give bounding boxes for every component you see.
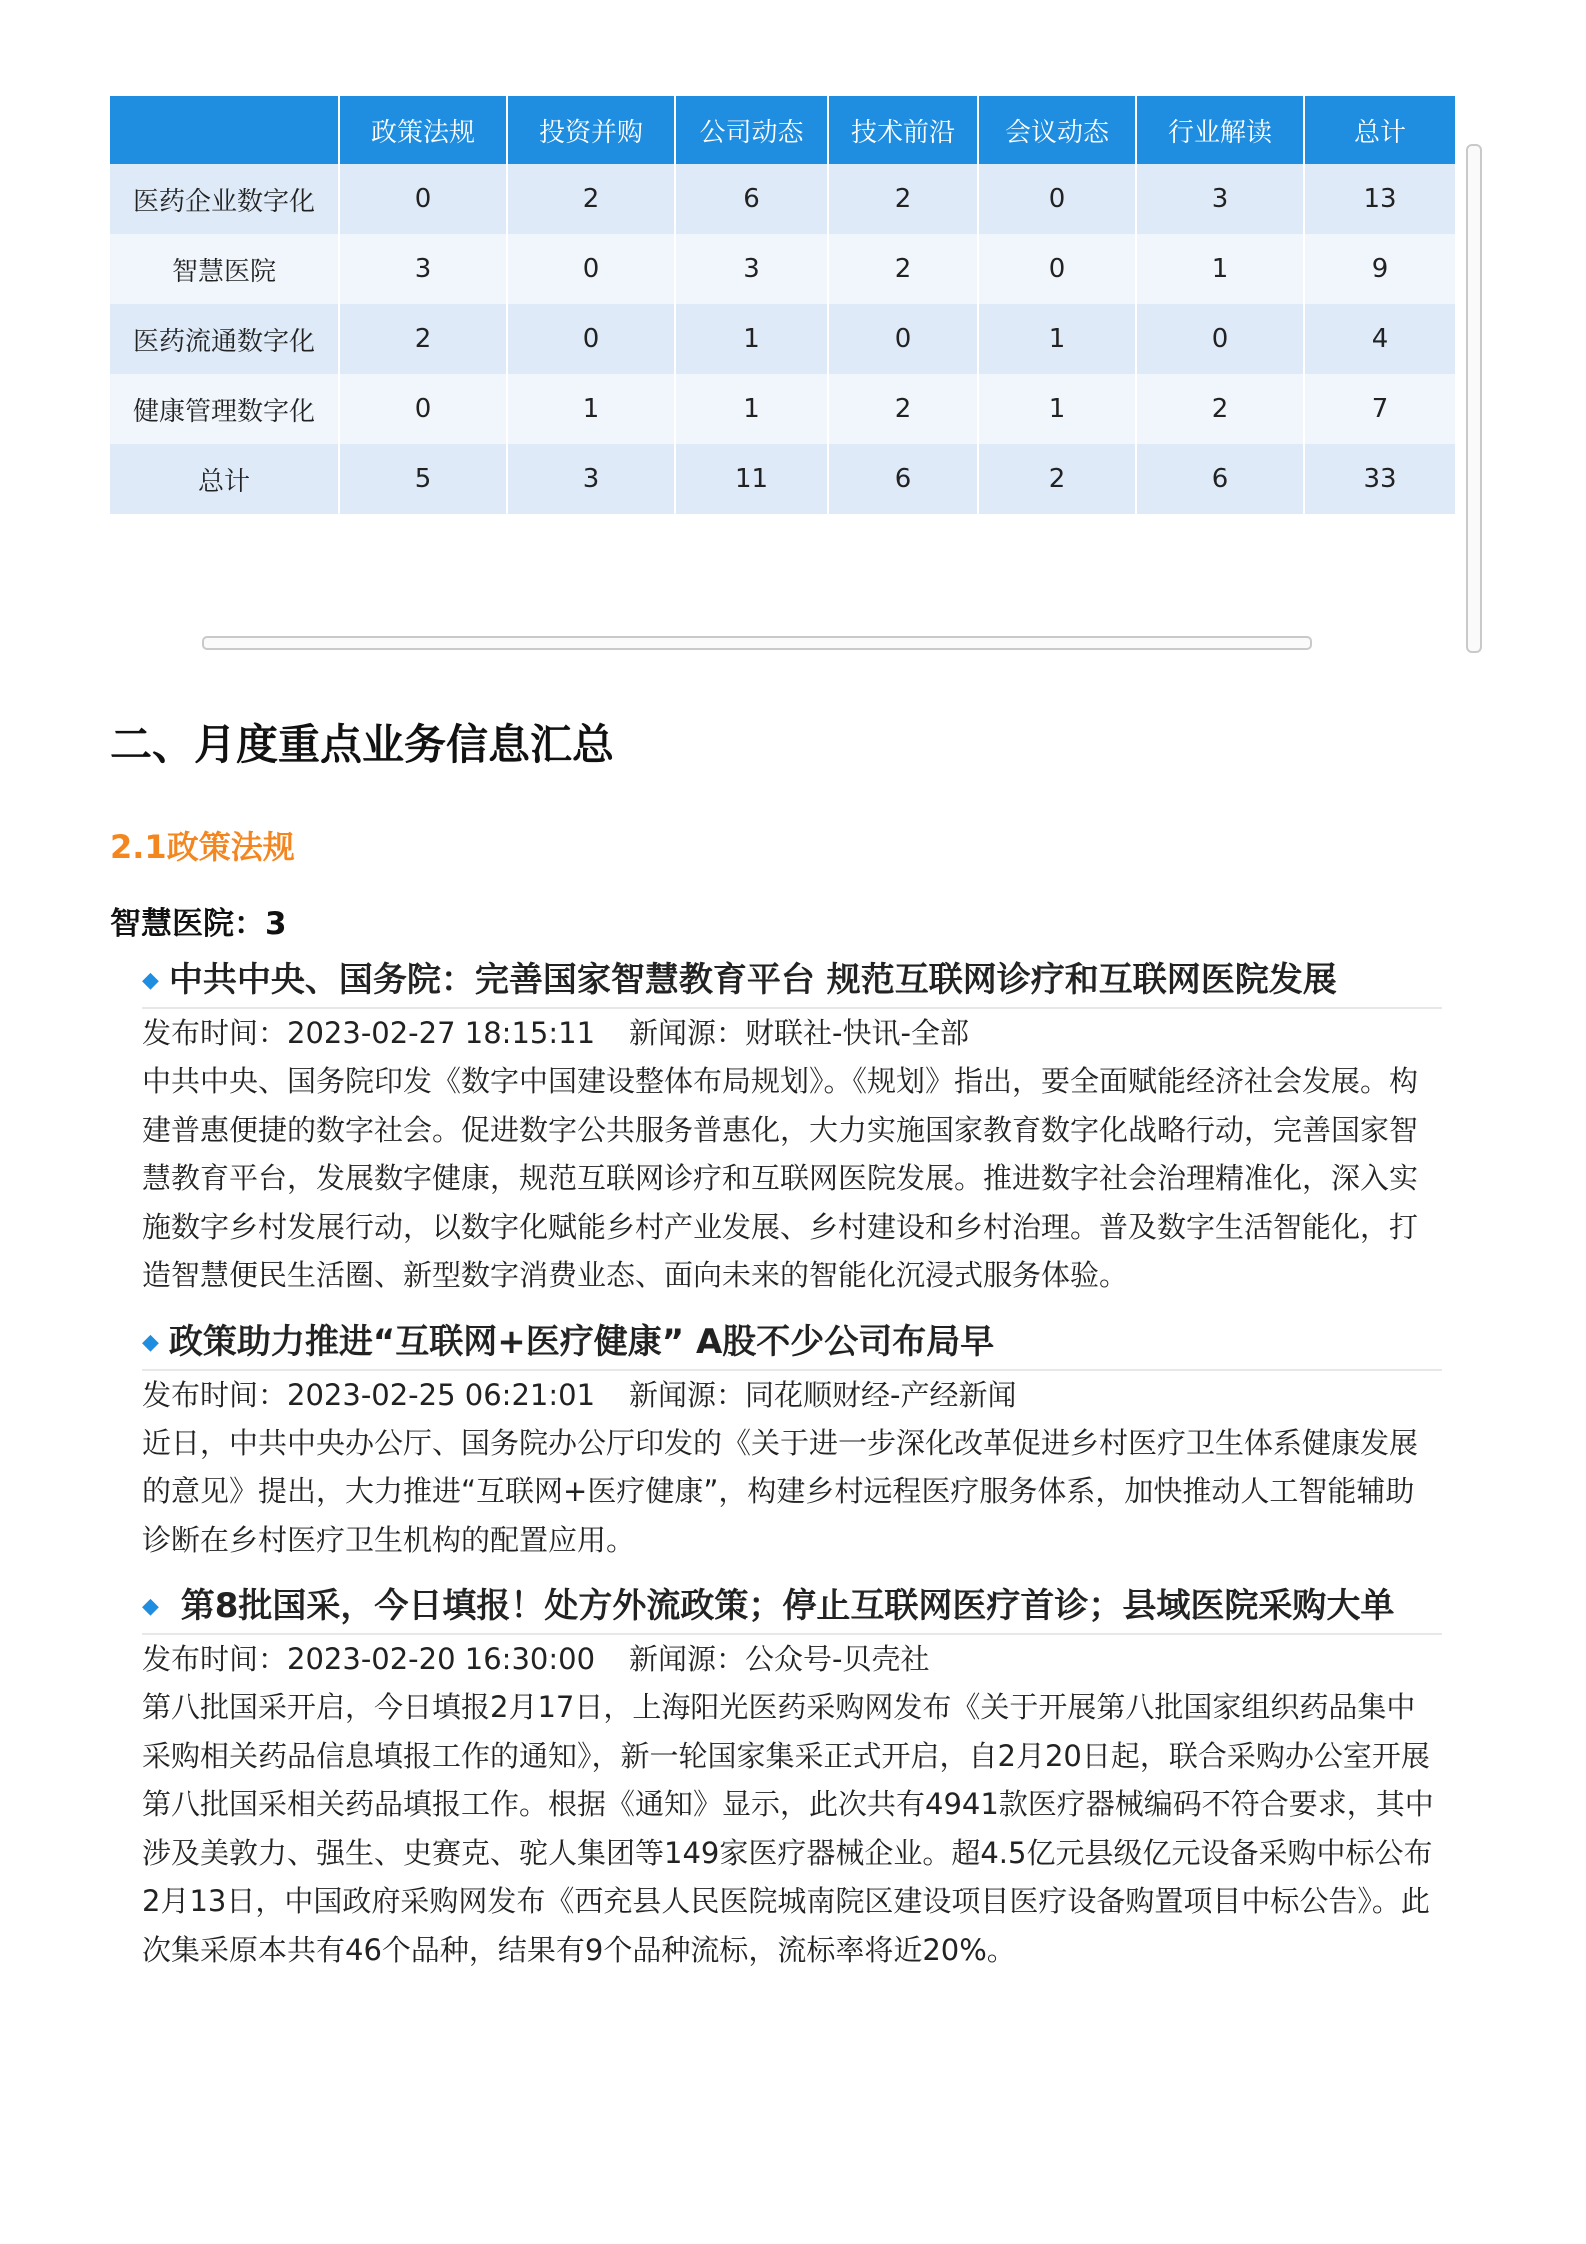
row-label: 智慧医院: [110, 234, 340, 304]
row-label: 健康管理数字化: [110, 374, 340, 444]
article-title[interactable]: [142, 1582, 1442, 1635]
table-cell: 2: [829, 374, 979, 444]
table-cell: 1: [979, 374, 1137, 444]
time-label: 发布时间：: [142, 1377, 288, 1412]
publish-time: 2023-02-27 18:15:11: [287, 1016, 596, 1050]
publish-time: 2023-02-20 16:30:00: [287, 1642, 596, 1676]
table-cell: 0: [979, 164, 1137, 234]
stats-table-container: [110, 96, 1455, 514]
subsection-title: 2.1政策法规: [110, 828, 295, 866]
table-cell: 13: [1305, 164, 1455, 234]
table-row: [110, 304, 1455, 374]
header-cell-corner: [110, 96, 340, 164]
header-cell: 政策法规: [340, 96, 508, 164]
table-cell: 2: [1137, 374, 1305, 444]
diamond-bullet-icon: ◆: [142, 1329, 159, 1355]
article-body: 近日，中共中央办公厅、国务院办公厅印发的《关于进一步深化改革促进乡村医疗卫生体系健康发展的意见》提出，大力推进“互联网+医疗健康”，构建乡村远程医疗服务体系，加快推动人工智能辅助诊断在乡村医疗卫生机构的配置应用。: [142, 1425, 1419, 1557]
header-cell: 技术前沿: [829, 96, 979, 164]
table-cell: 1: [1137, 234, 1305, 304]
article-title[interactable]: [142, 956, 1442, 1009]
table-row: [110, 234, 1455, 304]
vertical-scrollbar[interactable]: [1466, 144, 1482, 653]
article-title-text[interactable]: 政策助力推进“互联网+医疗健康” A股不少公司布局早: [168, 1321, 995, 1362]
horizontal-scrollbar[interactable]: [202, 636, 1312, 650]
table-row: [110, 164, 1455, 234]
table-cell: 5: [340, 444, 508, 514]
diamond-bullet-icon: ◆: [142, 968, 159, 993]
news-source: 同花顺财经-产经新闻: [745, 1377, 1017, 1412]
news-article: [142, 1318, 1442, 1565]
article-meta: [142, 1371, 1442, 1419]
table-cell: 2: [829, 234, 979, 304]
table-cell: 2: [340, 304, 508, 374]
table-row: [110, 374, 1455, 444]
table-cell: 2: [979, 444, 1137, 514]
table-cell: 0: [508, 304, 676, 374]
category-label: 智慧医院：3: [110, 906, 287, 942]
table-cell: 1: [508, 374, 676, 444]
row-label: 医药流通数字化: [110, 304, 340, 374]
table-header-row: [110, 96, 1455, 164]
table-cell: 1: [676, 374, 829, 444]
news-source: 公众号-贝壳社: [745, 1642, 930, 1676]
article-title-text[interactable]: 中共中央、国务院：完善国家智慧教育平台 规范互联网诊疗和互联网医院发展: [168, 960, 1337, 1000]
table-cell: 1: [979, 304, 1137, 374]
header-cell: 总计: [1305, 96, 1455, 164]
header-cell: 公司动态: [676, 96, 829, 164]
article-meta: [142, 1635, 1442, 1683]
table-cell: 6: [676, 164, 829, 234]
time-label: 发布时间：: [142, 1642, 288, 1676]
section-title: 二、月度重点业务信息汇总: [110, 720, 615, 769]
table-cell: 7: [1305, 374, 1455, 444]
diamond-bullet-icon: ◆: [142, 1594, 159, 1619]
table-cell: 0: [979, 234, 1137, 304]
table-cell: 0: [1137, 304, 1305, 374]
source-label: 新闻源：: [629, 1642, 746, 1676]
table-cell: 3: [508, 444, 676, 514]
source-label: 新闻源：: [629, 1016, 746, 1050]
news-article: [142, 956, 1442, 1300]
source-label: 新闻源：: [629, 1377, 746, 1412]
publish-time: 2023-02-25 06:21:01: [287, 1377, 596, 1412]
table-cell: 0: [340, 164, 508, 234]
row-label: 总计: [110, 444, 340, 514]
row-label: 医药企业数字化: [110, 164, 340, 234]
header-cell: 投资并购: [508, 96, 676, 164]
article-meta: [142, 1009, 1442, 1057]
table-cell: 0: [508, 234, 676, 304]
table-cell: 3: [676, 234, 829, 304]
table-cell: 0: [829, 304, 979, 374]
news-source: 财联社-快讯-全部: [745, 1016, 969, 1050]
header-cell: 行业解读: [1137, 96, 1305, 164]
table-cell: 3: [1137, 164, 1305, 234]
table-cell: 2: [508, 164, 676, 234]
table-cell: 3: [340, 234, 508, 304]
time-label: 发布时间：: [142, 1016, 288, 1050]
news-list: [142, 956, 1442, 1992]
table-cell: 6: [829, 444, 979, 514]
header-cell: 会议动态: [979, 96, 1137, 164]
table-cell: 0: [340, 374, 508, 444]
table-total-row: [110, 444, 1455, 514]
article-title[interactable]: [142, 1318, 1442, 1371]
table-cell: 33: [1305, 444, 1455, 514]
article-body: 第八批国采开启，今日填报2月17日，上海阳光医药采购网发布《关于开展第八批国家组织药品集中采购相关药品信息填报工作的通知》，新一轮国家集采正式开启，自2月20日起，联合采购办公室开展第八批国采相关药品填报工作。根据《通知》显示，此次共有4941款医疗器械编码不符合要求，其中涉及美敦力、强生、史赛克、驼人集团等149家医疗器械企业。超4.5亿元县级亿元设备采购中标公布2月13日，中国政府采购网发布《西充县人民医院城南院区建设项目医疗设备购置项目中标公告》。此次集采原本共有46个品种，结果有9个品种流标，流标率将近20%。: [142, 1690, 1434, 1967]
table-cell: 2: [829, 164, 979, 234]
article-title-text[interactable]: 第8批国采，今日填报！处方外流政策；停止互联网医疗首诊；县域医院采购大单: [168, 1586, 1395, 1626]
table-cell: 1: [676, 304, 829, 374]
table-cell: 11: [676, 444, 829, 514]
article-body: 中共中央、国务院印发《数字中国建设整体布局规划》。《规划》指出，要全面赋能经济社会发展。构建普惠便捷的数字社会。促进数字公共服务普惠化，大力实施国家教育数字化战略行动，完善国家智慧教育平台，发展数字健康，规范互联网诊疗和互联网医院发展。推进数字社会治理精准化，深入实施数字乡村发展行动，以数字化赋能乡村产业发展、乡村建设和乡村治理。普及数字生活智能化，打造智慧便民生活圈、新型数字消费业态、面向未来的智能化沉浸式服务体验。: [142, 1064, 1419, 1292]
table-cell: 4: [1305, 304, 1455, 374]
news-article: [142, 1582, 1442, 1974]
table-cell: 6: [1137, 444, 1305, 514]
stats-table: [110, 96, 1455, 514]
table-cell: 9: [1305, 234, 1455, 304]
